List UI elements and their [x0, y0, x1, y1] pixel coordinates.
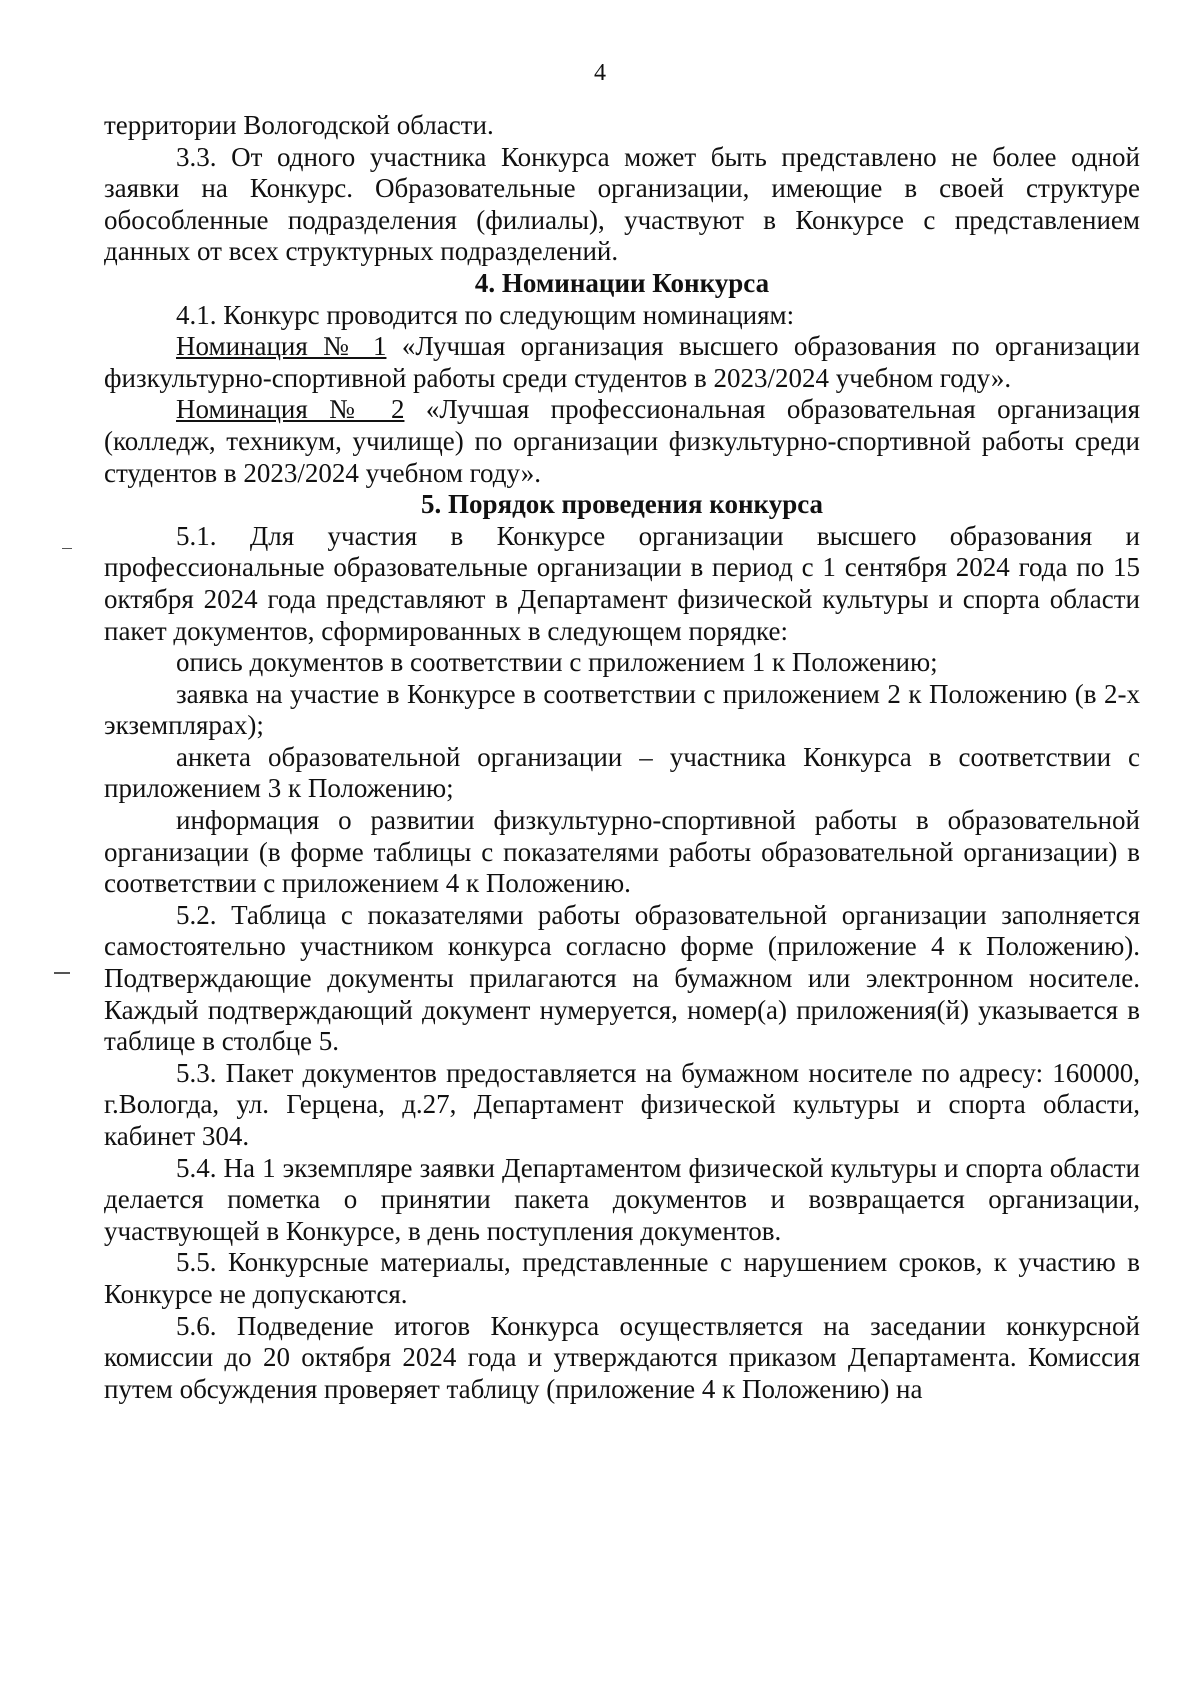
paragraph-5-1: 5.1. Для участия в Конкурсе организации высшего образования и профессиональные образовательные организации в период с 1 сентября 2024 года по 15 октября 2024 года представляют в Департамент физической культуры и спорта области пакет документов, сформированных в следующем порядке:: [104, 520, 1140, 646]
paragraph-5-6: 5.6. Подведение итогов Конкурса осуществляется на заседании конкурсной комиссии до 20 октября 2024 года и утверждаются приказом Департамента. Комиссия путем обсуждения проверяет таблицу (приложение 4 к Положению) на: [104, 1310, 1140, 1404]
list-item: заявка на участие в Конкурсе в соответствии с приложением 2 к Положению (в 2-х экземплярах);: [104, 678, 1140, 741]
list-item: анкета образовательной организации – участника Конкурса в соответствии с приложением 3 к Положению;: [104, 741, 1140, 804]
list-item: информация о развитии физкультурно-спортивной работы в образовательной организации (в форме таблицы с показателями работы образовательной организации) в соответствии с приложением 4 к Положению.: [104, 805, 1140, 899]
page-number: 4: [594, 60, 606, 86]
scan-artifact-mark: [54, 972, 70, 974]
nomination-1-label: Номинация № 1: [176, 331, 387, 362]
paragraph-3-3: 3.3. От одного участника Конкурса может быть представлено не более одной заявки на Конкурс. Образовательные организации, имеющие в своей структуре обособленные подразделения (филиалы), участвуют в Конкурсе с представлением данных от всех структурных подразделений.: [104, 141, 1140, 267]
paragraph-5-4: 5.4. На 1 экземпляре заявки Департаментом физической культуры и спорта области делается пометка о принятии пакета документов и возвращается организации, участвующей в Конкурсе, в день поступления документов.: [104, 1152, 1140, 1246]
paragraph-5-3: 5.3. Пакет документов предоставляется на бумажном носителе по адресу: 160000, г.Вологда, ул. Герцена, д.27, Департамент физической культуры и спорта области, кабинет 304.: [104, 1057, 1140, 1151]
continuation-paragraph: территории Вологодской области.: [104, 110, 494, 140]
nomination-2-label: Номинация № 2: [176, 394, 405, 425]
nomination-2-text: «Лучшая профессиональная образовательная организация (колледж, техникум, училище) по организации физкультурно-спортивной работы среди студентов в 2023/2024 учебном году».: [104, 394, 1140, 488]
nomination-1-text: «Лучшая организация высшего образования по организации физкультурно-спортивной работы среди студентов в 2023/2024 учебном году».: [104, 331, 1140, 393]
section-4-heading: 4. Номинации Конкурса: [474, 267, 770, 298]
paragraph-5-5: 5.5. Конкурсные материалы, представленные с нарушением сроков, к участию в Конкурсе не допускаются.: [104, 1247, 1140, 1309]
paragraph-5-2: 5.2. Таблица с показателями работы образовательной организации заполняется самостоятельно участником конкурса согласно форме (приложение 4 к Положению). Подтверждающие документы прилагаются на бумажном или электронном носителе. Каждый подтверждающий документ нумеруется, номер(а) приложения(й) указывается в таблице в столбце 5.: [104, 899, 1140, 1057]
scan-artifact-mark: [62, 548, 72, 549]
nomination-2-paragraph: [104, 394, 1140, 489]
section-5-heading: 5. Порядок проведения конкурса: [420, 489, 824, 520]
list-item: опись документов в соответствии с приложением 1 к Положению;: [176, 647, 938, 678]
nomination-1-paragraph: [104, 331, 1140, 394]
paragraph-4-1: 4.1. Конкурс проводится по следующим номинациям:: [176, 299, 795, 330]
document-body: [104, 110, 1140, 1405]
